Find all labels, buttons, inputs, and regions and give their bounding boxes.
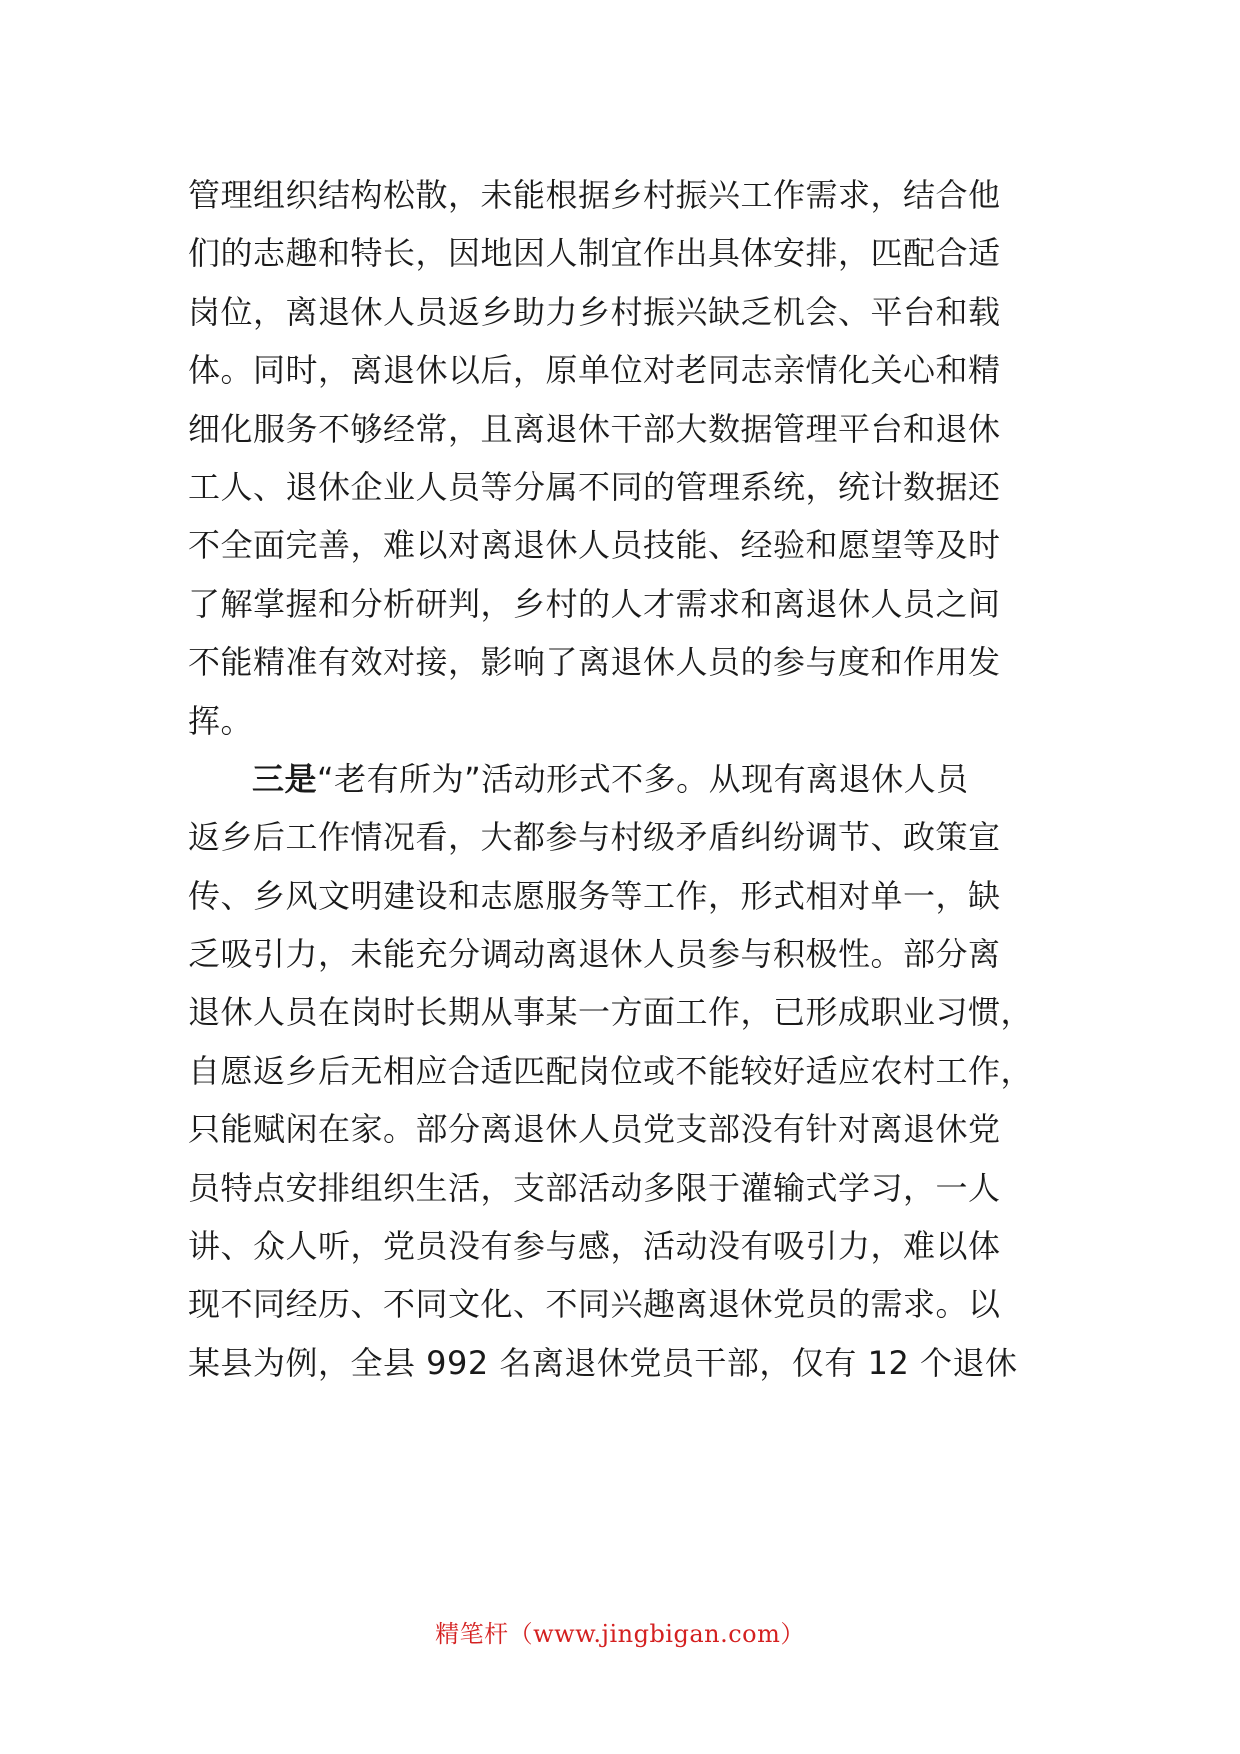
- text-line: 某县为例，全县 992 名离退休党员干部，仅有 12 个退休: [188, 1343, 1018, 1382]
- text-line: 只能赋闲在家。部分离退休人员党支部没有针对离退休党: [188, 1110, 1001, 1149]
- body-text: [188, 166, 1048, 1392]
- text-line: 自愿返乡后无相应合适匹配岗位或不能较好适应农村工作，: [188, 1051, 1034, 1090]
- text-line: 管理组织结构松散，未能根据乡村振兴工作需求，结合他: [188, 176, 1001, 214]
- text-line: 挥。: [188, 701, 254, 740]
- text-line: 传、乡风文明建设和志愿服务等工作，形式相对单一，缺: [188, 876, 1001, 915]
- section-3-lead: 三是: [252, 759, 318, 798]
- text-line: 不全面完善，难以对离退休人员技能、经验和愿望等及时: [188, 526, 1001, 565]
- text-line: 乏吸引力，未能充分调动离退休人员参与积极性。部分离: [188, 935, 1001, 974]
- text-line: 讲、众人听，党员没有参与感，活动没有吸引力，难以体: [188, 1227, 1001, 1266]
- footer-watermark: 精笔杆（www.jingbigan.com）: [435, 1620, 805, 1648]
- text-line: 工人、退休企业人员等分属不同的管理系统，统计数据还: [188, 467, 1001, 506]
- text-line: 不能精准有效对接，影响了离退休人员的参与度和作用发: [188, 643, 1001, 682]
- text-line: 员特点安排组织生活，支部活动多限于灌输式学习，一人: [188, 1168, 1001, 1207]
- text-line: 体。同时，离退休以后，原单位对老同志亲情化关心和精: [188, 351, 1001, 390]
- section-3-heading-text: “老有所为”活动形式不多。从现有离退休人员: [317, 759, 969, 798]
- section-3-first-line: [188, 750, 1048, 808]
- text-line: 们的志趣和特长，因地因人制宜作出具体安排，匹配合适: [188, 234, 1001, 273]
- text-line: 现不同经历、不同文化、不同兴趣离退休党员的需求。以: [188, 1285, 1001, 1324]
- text-line: 细化服务不够经常，且离退休干部大数据管理平台和退休: [188, 409, 1001, 448]
- text-line: 岗位，离退休人员返乡助力乡村振兴缺乏机会、平台和载: [188, 292, 1001, 331]
- text-line: 返乡后工作情况看，大都参与村级矛盾纠纷调节、政策宣: [188, 818, 1001, 857]
- text-line: 了解掌握和分析研判，乡村的人才需求和离退休人员之间: [188, 584, 1001, 623]
- text-line: 退休人员在岗时长期从事某一方面工作，已形成职业习惯，: [188, 993, 1034, 1032]
